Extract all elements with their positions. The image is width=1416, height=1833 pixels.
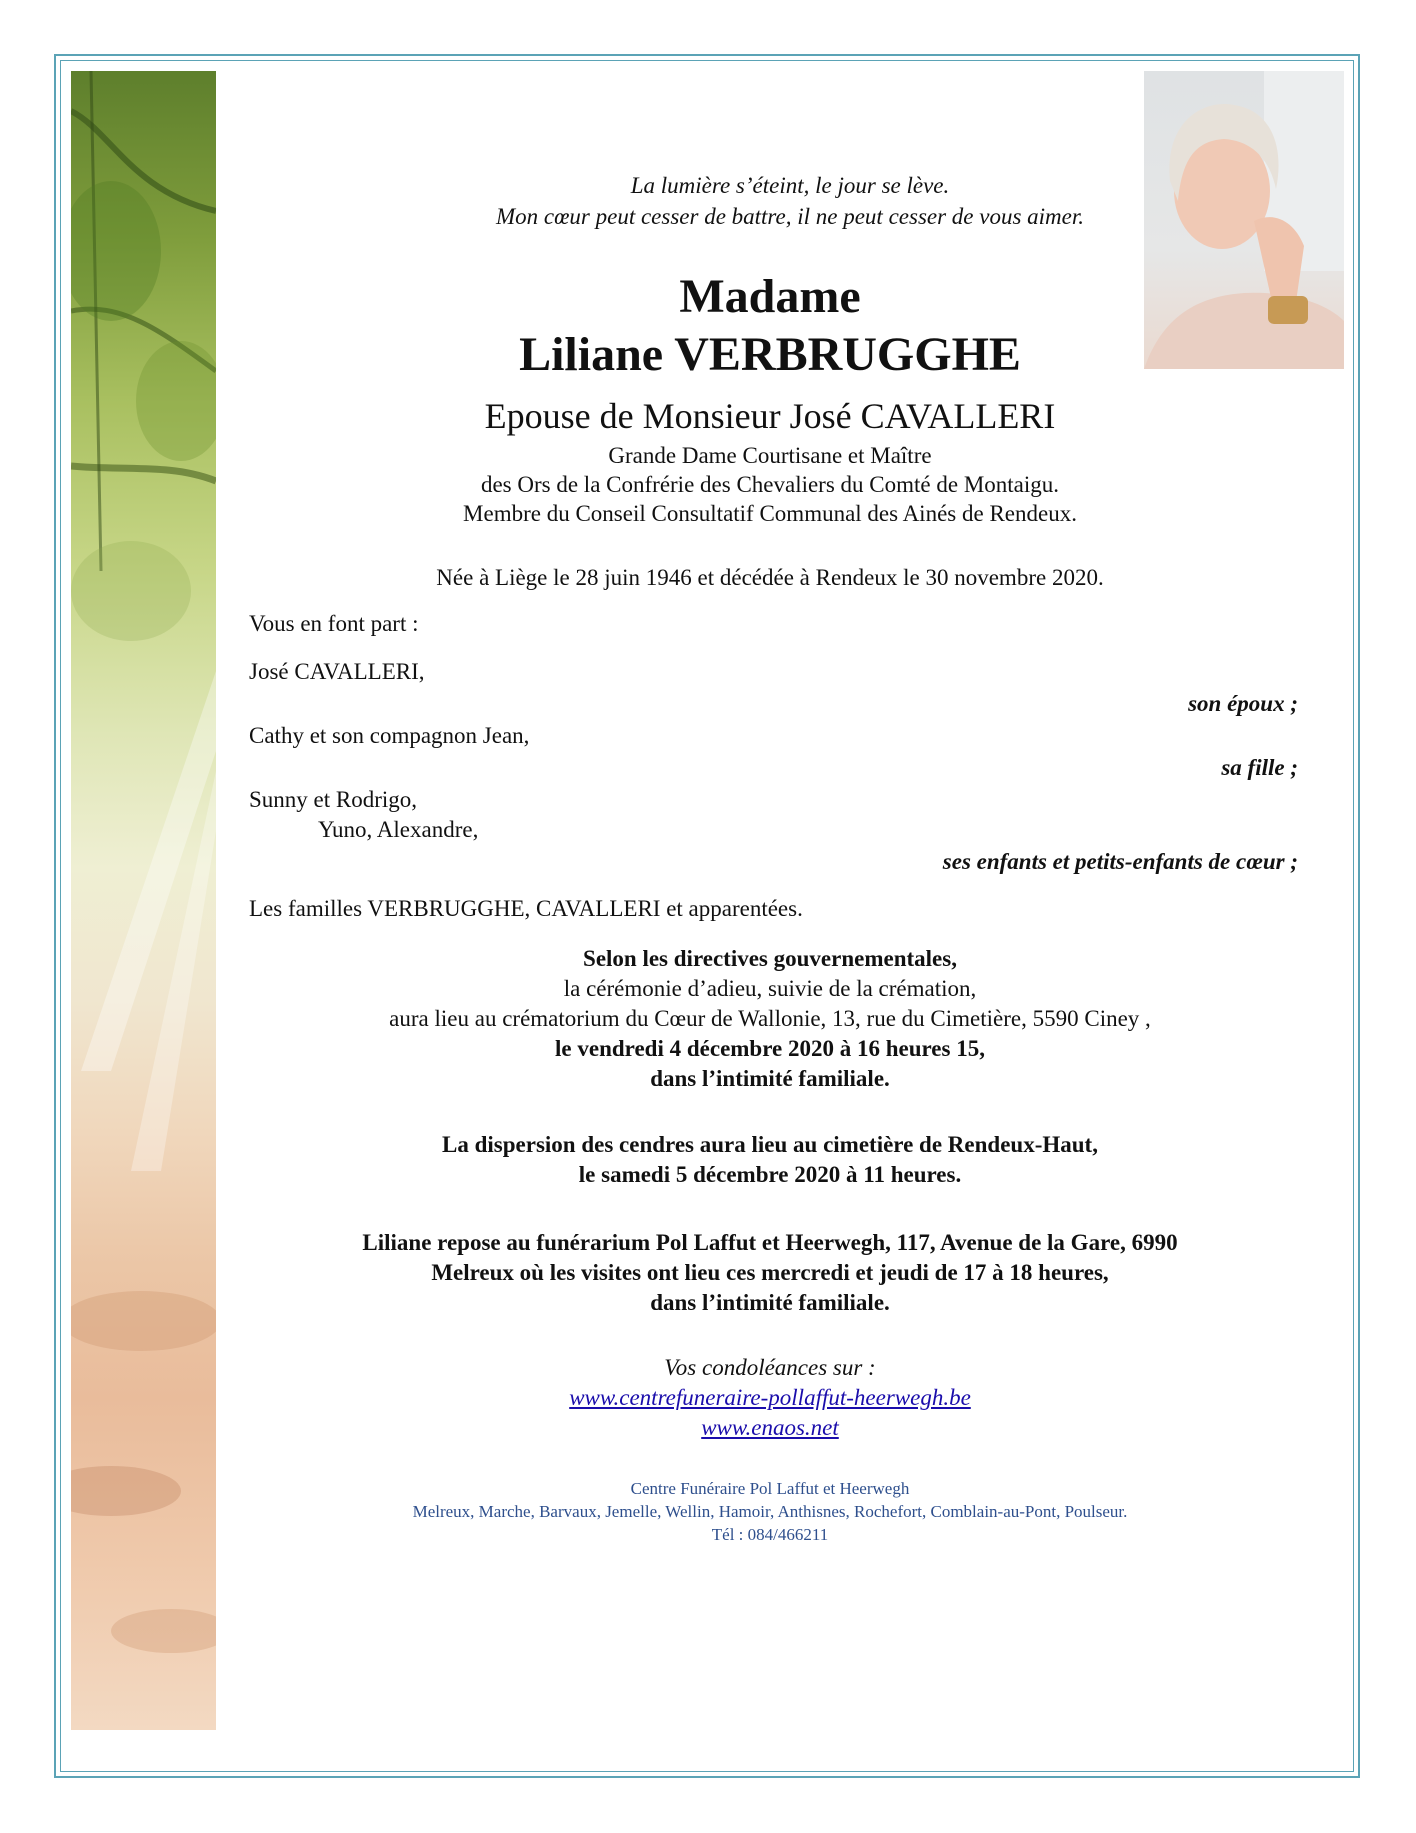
footer-name: Centre Funéraire Pol Laffut et Heerwegh (630, 1479, 910, 1498)
footer-locations: Melreux, Marche, Barvaux, Jemelle, Wellin, Hamoir, Anthisnes, Rochefort, Comblain-au-Pont, Poulseur. (412, 1502, 1128, 1521)
condolences-label: Vos condoléances sur : (664, 1355, 876, 1380)
condolences-link-funeral-home[interactable]: www.centrefuneraire-pollaffut-heerwegh.be (569, 1385, 971, 1410)
ceremony-line-5: dans l’intimité familiale. (650, 1066, 890, 1091)
announce-line: Vous en font part : (249, 611, 419, 636)
visit-line-1: Liliane repose au funérarium Pol Laffut et Heerwegh, 117, Avenue de la Gare, 6990 (362, 1230, 1178, 1255)
title-full-name: Liliane VERBRUGGHE (519, 328, 1021, 381)
forest-path-photo (71, 71, 216, 1730)
family-families: Les familles VERBRUGGHE, CAVALLERI et apparentées. (249, 896, 803, 921)
family-grandchildren-name: Yuno, Alexandre, (318, 817, 479, 842)
spouse-line: Epouse de Monsieur José CAVALLERI (484, 396, 1056, 436)
dispersion-line-2: le samedi 5 décembre 2020 à 11 heures. (578, 1162, 962, 1187)
title-honorific: Madame (679, 270, 861, 323)
ceremony-line-3: aura lieu au crématorium du Cœur de Wallonie, 13, rue du Cimetière, 5590 Ciney , (389, 1006, 1151, 1031)
ceremony-line-2: la cérémonie d’adieu, suivie de la crémation, (563, 976, 977, 1001)
dispersion-info (240, 1130, 1300, 1190)
quote-line-1: La lumière s’éteint, le jour se lève. (630, 173, 950, 198)
birth-death-dates: Née à Liège le 28 juin 1946 et décédée à Rendeux le 30 novembre 2020. (436, 565, 1104, 590)
deceased-name (260, 268, 1280, 384)
visit-line-3: dans l’intimité familiale. (650, 1290, 890, 1315)
ceremony-line-4: le vendredi 4 décembre 2020 à 16 heures 15, (555, 1036, 985, 1061)
epitaph-quote (260, 170, 1320, 232)
honor-line-2: des Ors de la Confrérie des Chevaliers du Comté de Montaigu. (480, 472, 1060, 497)
honors (260, 441, 1280, 528)
family-children-name: Sunny et Rodrigo, (249, 787, 418, 812)
footer-phone: Tél : 084/466211 (711, 1525, 829, 1544)
visitation-info (240, 1228, 1300, 1318)
honor-line-3: Membre du Conseil Consultatif Communal des Ainés de Rendeux. (463, 501, 1077, 526)
family-daughter-relation: sa fille ; (1221, 755, 1298, 780)
footer-funeral-home (240, 1477, 1300, 1546)
condolences-link-enaos[interactable]: www.enaos.net (701, 1415, 839, 1440)
honor-line-1: Grande Dame Courtisane et Maître (608, 443, 932, 468)
family-daughter-name: Cathy et son compagnon Jean, (249, 723, 530, 748)
dispersion-line-1: La dispersion des cendres aura lieu au cimetière de Rendeux-Haut, (442, 1132, 1098, 1157)
condolences (240, 1353, 1300, 1443)
visit-line-2: Melreux où les visites ont lieu ces mercredi et jeudi de 17 à 18 heures, (431, 1260, 1109, 1285)
family-children-relation: ses enfants et petits-enfants de cœur ; (942, 849, 1298, 874)
ceremony-info (240, 944, 1300, 1094)
family-spouse-relation: son époux ; (1188, 691, 1298, 716)
ceremony-line-1: Selon les directives gouvernementales, (583, 946, 957, 971)
quote-line-2: Mon cœur peut cesser de battre, il ne peut cesser de vous aimer. (495, 204, 1085, 229)
family-spouse-name: José CAVALLERI, (249, 659, 425, 684)
